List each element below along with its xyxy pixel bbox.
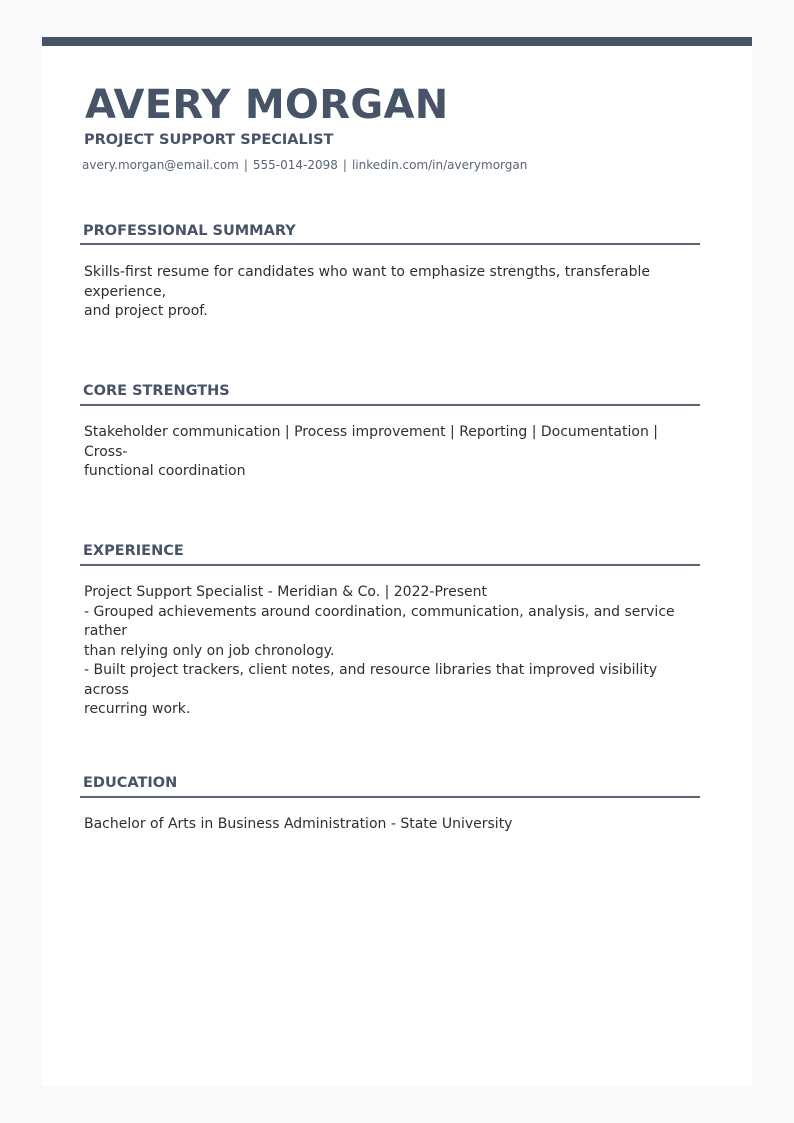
section-title-summary: PROFESSIONAL SUMMARY [83,223,296,239]
section-divider [80,564,700,566]
strengths-line: functional coordination [84,463,246,479]
summary-line: and project proof. [84,303,208,319]
strengths-line: Stakeholder communication | Process improvement | Reporting | Documentation | Cross- [84,424,658,460]
contact-separator: | [342,158,347,172]
education-line: Bachelor of Arts in Business Administration - State University [84,816,513,832]
section-title-education: EDUCATION [83,775,178,791]
candidate-role: PROJECT SUPPORT SPECIALIST [84,132,334,148]
section-title-experience: EXPERIENCE [83,543,184,559]
contact-email[interactable]: avery.morgan@email.com [82,158,239,172]
section-title-strengths: CORE STRENGTHS [83,383,230,399]
summary-line: Skills-first resume for candidates who want to emphasize strengths, transferable experience, [84,264,650,300]
experience-line: recurring work. [84,701,191,717]
resume-page [42,37,752,1086]
section-divider [80,796,700,798]
contact-linkedin[interactable]: linkedin.com/in/averymorgan [351,158,528,172]
section-divider [80,243,700,245]
experience-line: - Grouped achievements around coordination, communication, analysis, and service rather [84,603,675,639]
contact-phone: 555-014-2098 [252,158,338,172]
section-body-education [84,815,704,835]
experience-line: than relying only on job chronology. [84,642,335,659]
contact-line [82,157,527,174]
header-accent-bar [42,37,752,46]
candidate-name: AVERY MORGAN [85,82,449,128]
experience-job-title: Project Support Specialist - Meridian & Co. | 2022-Present [84,584,487,600]
section-body-strengths [84,423,704,482]
experience-line: - Built project trackers, client notes, and resource libraries that improved visibility across [84,662,658,698]
contact-separator: | [243,158,248,172]
section-divider [80,404,700,406]
section-body-experience [84,583,704,720]
section-body-summary [84,263,704,322]
